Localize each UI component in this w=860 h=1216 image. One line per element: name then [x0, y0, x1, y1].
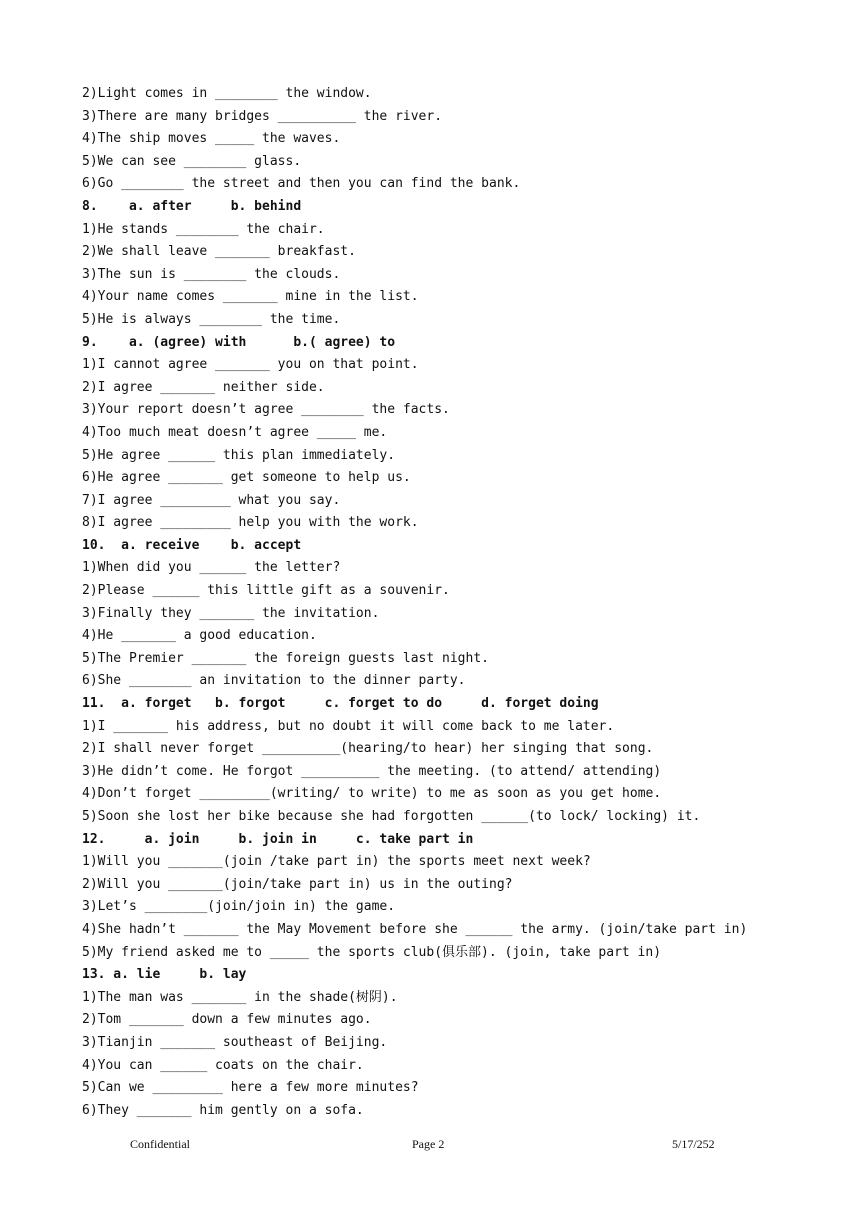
exercise-line: 3)He didn’t come. He forgot __________ the meeting. (to attend/ attending)	[82, 763, 662, 779]
exercise-line: 3)Finally they _______ the invitation.	[82, 605, 380, 621]
exercise-text	[82, 83, 802, 1122]
exercise-line: 5)We can see ________ glass.	[82, 153, 302, 169]
exercise-line: 3)Your report doesn’t agree ________ the facts.	[82, 402, 450, 418]
exercise-line: 4)Your name comes _______ mine in the list.	[82, 289, 419, 305]
exercise-line: 2)Light comes in ________ the window.	[82, 86, 372, 101]
exercise-line: 1)Will you _______(join /take part in) the sports meet next week?	[82, 854, 591, 870]
exercise-line: 4)Too much meat doesn’t agree _____ me.	[82, 424, 388, 440]
exercise-line: 2)I shall never forget __________(hearing/to hear) her singing that song.	[82, 741, 654, 757]
exercise-line: 1)I _______ his address, but no doubt it will come back to me later.	[82, 718, 615, 734]
exercise-line: 5)My friend asked me to _____ the sports club(俱乐部). (join, take part in)	[82, 944, 662, 960]
exercise-line: 2)We shall leave _______ breakfast.	[82, 244, 356, 260]
exercise-line: 5)He is always ________ the time.	[82, 311, 341, 327]
footer-page-number: Page 2	[412, 1137, 445, 1151]
exercise-line: 5)Can we _________ here a few more minutes?	[82, 1080, 419, 1096]
exercise-line: 5)Soon she lost her bike because she had forgotten ______(to lock/ locking) it.	[82, 809, 701, 824]
exercise-line: 4)The ship moves _____ the waves.	[82, 131, 341, 147]
exercise-line: 6)She ________ an invitation to the dinner party.	[82, 673, 466, 689]
exercise-line: 8)I agree _________ help you with the work.	[82, 515, 419, 531]
exercise-line: 6)Go ________ the street and then you can find the bank.	[82, 176, 521, 192]
exercise-line: 4)Don’t forget _________(writing/ to write) to me as soon as you get home.	[82, 786, 662, 802]
exercise-line: 5)He agree ______ this plan immediately.	[82, 447, 396, 463]
exercise-line: 3)There are many bridges __________ the river.	[82, 108, 443, 124]
exercise-line: 6)They _______ him gently on a sofa.	[82, 1102, 364, 1118]
exercise-line: 5)The Premier _______ the foreign guests last night.	[82, 650, 489, 666]
exercise-line: 1)He stands ________ the chair.	[82, 221, 325, 237]
exercise-line: 2)Will you _______(join/take part in) us in the outing?	[82, 876, 513, 892]
exercise-line: 2)Tom _______ down a few minutes ago.	[82, 1012, 372, 1028]
footer-date: 5/17/252	[672, 1137, 715, 1151]
exercise-line: 1)The man was _______ in the shade(树阴).	[82, 989, 398, 1005]
exercise-line: 4)He _______ a good education.	[82, 628, 317, 644]
exercise-line: 1)When did you ______ the letter?	[82, 560, 341, 576]
section-heading: 12. a. join b. join in c. take part in	[82, 831, 474, 847]
section-heading: 8. a. after b. behind	[82, 198, 302, 214]
exercise-line: 3)Let’s ________(join/join in) the game.	[82, 899, 396, 915]
section-heading: 10. a. receive b. accept	[82, 537, 302, 553]
exercise-line: 4)She hadn’t _______ the May Movement before she ______ the army. (join/take part in)	[82, 921, 748, 937]
exercise-line: 2)I agree _______ neither side.	[82, 379, 325, 395]
exercise-line: 3)Tianjin _______ southeast of Beijing.	[82, 1034, 388, 1050]
section-heading: 11. a. forget b. forgot c. forget to do d. forget doing	[82, 696, 599, 712]
footer-confidential: Confidential	[130, 1137, 190, 1151]
exercise-line: 4)You can ______ coats on the chair.	[82, 1057, 364, 1073]
exercise-line: 7)I agree _________ what you say.	[82, 492, 341, 508]
exercise-line: 6)He agree _______ get someone to help us.	[82, 470, 411, 486]
page-footer	[0, 1137, 860, 1153]
section-heading: 13. a. lie b. lay	[82, 967, 247, 983]
exercise-line: 3)The sun is ________ the clouds.	[82, 266, 341, 282]
exercise-line: 2)Please ______ this little gift as a souvenir.	[82, 583, 450, 599]
exercise-line: 1)I cannot agree _______ you on that point.	[82, 357, 419, 373]
section-heading: 9. a. (agree) with b.( agree) to	[82, 334, 396, 350]
